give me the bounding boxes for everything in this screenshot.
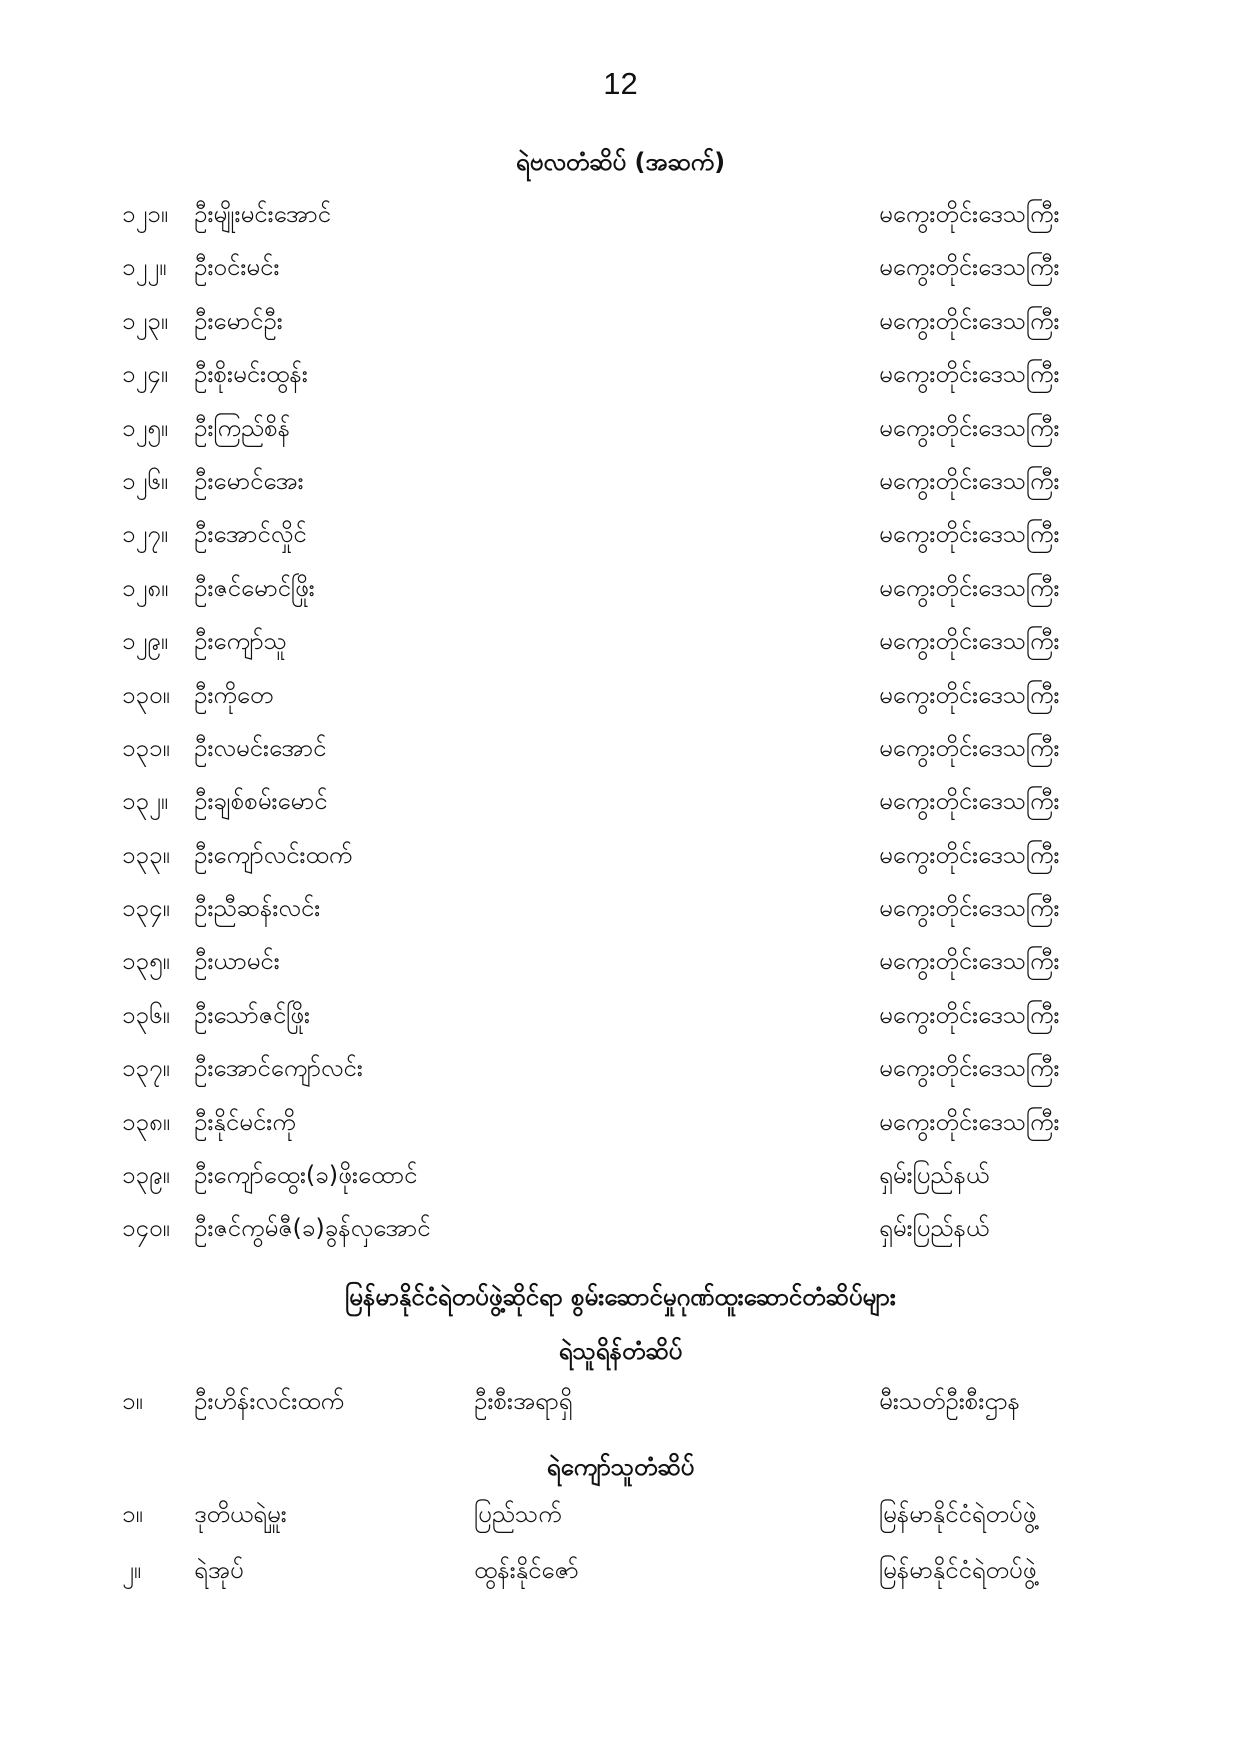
entry-unit: မကွေးတိုင်းဒေသကြီး	[879, 520, 1060, 549]
list-item	[0, 297, 1241, 350]
list-item	[0, 777, 1241, 830]
entry-number: ၁၃၄။	[122, 894, 170, 923]
entry-number: ၁၂၂။	[122, 253, 167, 282]
entry-number: ၁၄၀။	[122, 1214, 170, 1243]
entry-unit: မြန်မာနိုင်ငံရဲတပ်ဖွဲ့	[879, 1500, 1037, 1528]
entry-unit: မီးသတ်ဦးစီးဌာန	[879, 1387, 1020, 1415]
list-item	[0, 617, 1241, 670]
list-item	[0, 243, 1241, 296]
list-item	[0, 457, 1241, 510]
entry-name: ဦးယာမင်း	[194, 947, 280, 976]
entry-unit: မကွေးတိုင်းဒေသကြီး	[879, 947, 1060, 976]
entry-rank: ထွန်းနိုင်ဇော်	[474, 1556, 579, 1584]
entry-rank: ပြည်သက်	[474, 1500, 562, 1528]
entry-number: ၁၃၁။	[122, 733, 170, 762]
entry-number: ၁၃၇။	[122, 1054, 170, 1083]
entry-name: ဦးသော်ဇင်ဖြိုး	[194, 1000, 310, 1029]
entry-number: ၁၃၃။	[122, 840, 170, 869]
entry-unit: မကွေးတိုင်းဒေသကြီး	[879, 306, 1060, 335]
list-item	[0, 831, 1241, 884]
list-item	[0, 671, 1241, 724]
entry-number: ၂။	[122, 1556, 142, 1584]
entry-unit: မကွေးတိုင်းဒေသကြီး	[879, 840, 1060, 869]
page-number: 12	[603, 66, 638, 101]
entry-number: ၁၂၈။	[122, 573, 169, 602]
entry-name: ဦးကျော်ထွေး(ခ)ဖိုးထောင်	[194, 1161, 418, 1190]
entry-unit: ရှမ်းပြည်နယ်	[879, 1161, 990, 1190]
entry-unit: မကွေးတိုင်းဒေသကြီး	[879, 1107, 1060, 1136]
entry-unit: မကွေးတိုင်းဒေသကြီး	[879, 413, 1060, 442]
entry-unit: မကွေးတိုင်းဒေသကြီး	[879, 200, 1060, 228]
entry-number: ၁၂၄။	[122, 360, 169, 389]
section-heading: မြန်မာနိုင်ငံရဲတပ်ဖွဲ့ဆိုင်ရာ စွမ်းဆောင်မှုဂုဏ်ထူးဆောင်တံဆိပ်များ	[345, 1283, 896, 1311]
awardee-list	[0, 190, 1241, 1258]
entry-name: ဦးညီဆန်းလင်း	[194, 894, 321, 923]
entry-name: ဦးနိုင်မင်းကို	[194, 1107, 296, 1136]
entry-name: ဦးလမင်းအောင်	[194, 733, 327, 762]
entry-number: ၁၂၉။	[122, 627, 169, 656]
entry-unit: မကွေးတိုင်းဒေသကြီး	[879, 680, 1060, 709]
entry-number: ၁။	[122, 1500, 143, 1528]
entry-rank: ဦးစီးအရာရှိ	[474, 1387, 573, 1415]
list-item	[0, 1044, 1241, 1097]
entry-number: ၁၂၃။	[122, 306, 169, 335]
list-item	[0, 404, 1241, 457]
member-award-list	[0, 1490, 1241, 1602]
list-item	[0, 1490, 1241, 1546]
list-item	[0, 1546, 1241, 1602]
entry-unit: မကွေးတိုင်းဒေသကြီး	[879, 627, 1060, 656]
list-item	[0, 564, 1241, 617]
entry-number: ၁၃၈။	[122, 1107, 170, 1136]
entry-number: ၁၃၆။	[122, 1000, 170, 1029]
entry-name: ဦးမောင်ဦး	[194, 306, 283, 335]
entry-unit: မကွေးတိုင်းဒေသကြီး	[879, 894, 1060, 923]
rank-heading: ရဲဗလတံဆိပ် (အဆက်)	[515, 148, 726, 176]
entry-name: ဦးမျိုးမင်းအောင်	[194, 200, 331, 228]
list-item	[0, 1151, 1241, 1204]
entry-name: ဦးချစ်စမ်းမောင်	[194, 787, 328, 816]
list-item	[0, 190, 1241, 243]
entry-name: ဦးအောင်ကျော်လင်း	[194, 1054, 363, 1083]
entry-number: ၁၂၇။	[122, 520, 169, 549]
entry-name: ဦးအောင်လှိုင်	[194, 520, 307, 549]
entry-name: ဦးမောင်အေး	[194, 466, 304, 495]
entry-unit: မကွေးတိုင်းဒေသကြီး	[879, 1000, 1060, 1029]
list-item	[0, 884, 1241, 937]
entry-name: ဦးစိုးမင်းထွန်း	[194, 360, 308, 389]
entry-name: ဦးကျော်လင်းထက်	[194, 840, 353, 869]
entry-name: ဦးကျော်သူ	[194, 627, 287, 656]
entry-number: ၁၃၅။	[122, 947, 170, 976]
list-item	[0, 1377, 1241, 1433]
entry-unit: မကွေးတိုင်းဒေသကြီး	[879, 253, 1060, 282]
list-item	[0, 1204, 1241, 1257]
list-item	[0, 510, 1241, 563]
list-item	[0, 1098, 1241, 1151]
entry-unit: ရှမ်းပြည်နယ်	[879, 1214, 990, 1243]
entry-number: ၁၃၉။	[122, 1161, 170, 1190]
entry-unit: မကွေးတိုင်းဒေသကြီး	[879, 573, 1060, 602]
entry-name: ဦးဟိန်းလင်းထက်	[194, 1387, 344, 1415]
officer-award-heading: ရဲသူရိန်တံဆိပ်	[558, 1337, 683, 1365]
entry-number: ၁၂၁။	[122, 200, 169, 228]
entry-name: ရဲအုပ်	[194, 1556, 244, 1584]
entry-name: ဦးဝင်းမင်း	[194, 253, 280, 282]
entry-number: ၁၂၆။	[122, 466, 169, 495]
entry-name: ဦးကိုတေ	[194, 680, 274, 709]
officer-award-list	[0, 1377, 1241, 1433]
list-item	[0, 991, 1241, 1044]
entry-name: ဒုတိယရဲမှူး	[194, 1500, 287, 1528]
entry-unit: မြန်မာနိုင်ငံရဲတပ်ဖွဲ့	[879, 1556, 1037, 1584]
list-item	[0, 350, 1241, 403]
entry-number: ၁၃၀။	[122, 680, 170, 709]
entry-name: ဦးဇင်ကွမ်ဇီ(ခ)ခွန်လှအောင်	[194, 1214, 431, 1243]
list-item	[0, 724, 1241, 777]
entry-number: ၁။	[122, 1387, 143, 1415]
entry-name: ဦးကြည်စိန်	[194, 413, 291, 442]
entry-unit: မကွေးတိုင်းဒေသကြီး	[879, 787, 1060, 816]
member-award-heading: ရဲကျော်သူတံဆိပ်	[546, 1453, 695, 1481]
entry-unit: မကွေးတိုင်းဒေသကြီး	[879, 1054, 1060, 1083]
entry-unit: မကွေးတိုင်းဒေသကြီး	[879, 466, 1060, 495]
entry-unit: မကွေးတိုင်းဒေသကြီး	[879, 360, 1060, 389]
entry-name: ဦးဇင်မောင်ဖြိုး	[194, 573, 315, 602]
entry-unit: မကွေးတိုင်းဒေသကြီး	[879, 733, 1060, 762]
entry-number: ၁၃၂။	[122, 787, 169, 816]
entry-number: ၁၂၅။	[122, 413, 169, 442]
list-item	[0, 937, 1241, 990]
